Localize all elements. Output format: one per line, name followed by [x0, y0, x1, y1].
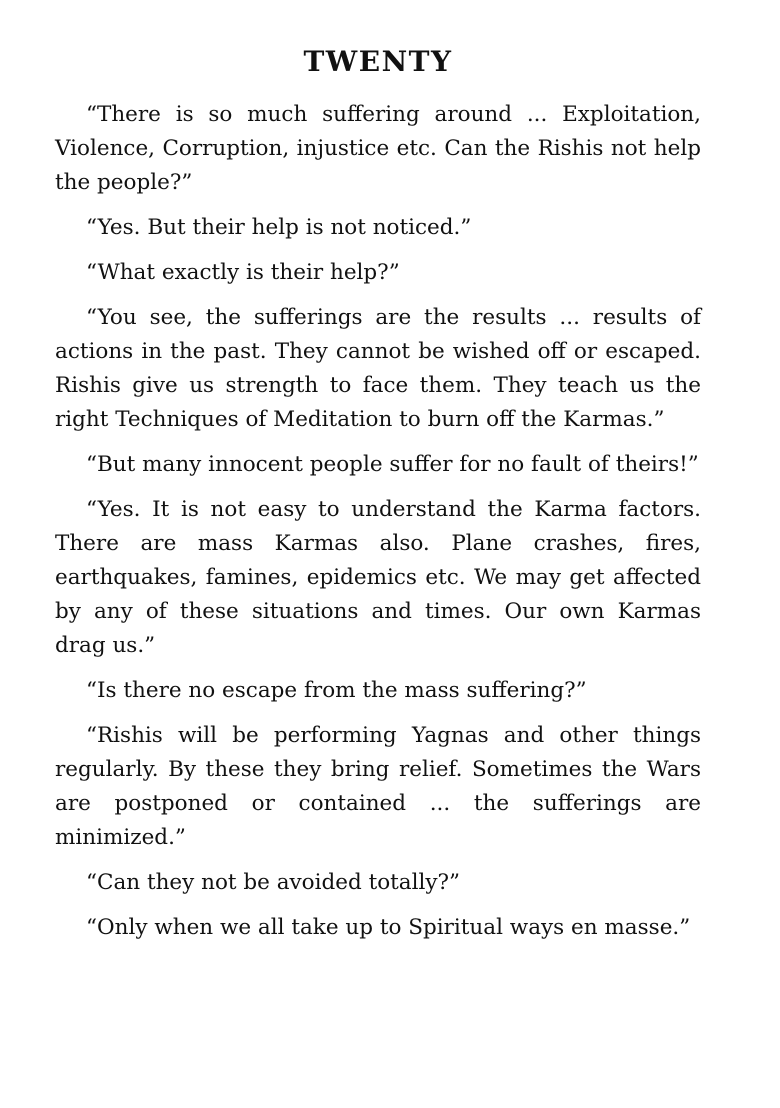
paragraph-7: “Is there no escape from the mass suffering?” [86, 678, 587, 703]
paragraph-10: “Only when we all take up to Spiritual ways en masse.” [86, 915, 691, 940]
paragraph-5: “But many innocent people suffer for no fault of theirs!” [86, 452, 699, 477]
paragraph-3: “What exactly is their help?” [86, 260, 400, 285]
paragraph-8: “Rishis will be performing Yagnas and other things regularly. By these they bring relief. Sometimes the Wars are postponed or contained ... the sufferings are minimized.” [55, 723, 701, 850]
paragraph-2: “Yes. But their help is not noticed.” [86, 215, 472, 240]
paragraph-1: “There is so much suffering around ... Exploitation, Violence, Corruption, injustice etc. Can the Rishis not help the people?” [55, 102, 701, 195]
chapter-title: TWENTY [303, 45, 453, 78]
book-page [55, 44, 701, 956]
paragraph-4: “You see, the sufferings are the results ... results of actions in the past. They cannot be wished off or escaped. Rishis give us strength to face them. They teach us the right Techniques of Meditation to burn off the Karmas.” [55, 305, 701, 432]
paragraph-6: “Yes. It is not easy to understand the Karma factors. There are mass Karmas also. Plane crashes, fires, earthquakes, famines, epidemics etc. We may get affected by any of these situations and times. Our own Karmas drag us.” [55, 497, 701, 658]
paragraph-9: “Can they not be avoided totally?” [86, 870, 461, 895]
